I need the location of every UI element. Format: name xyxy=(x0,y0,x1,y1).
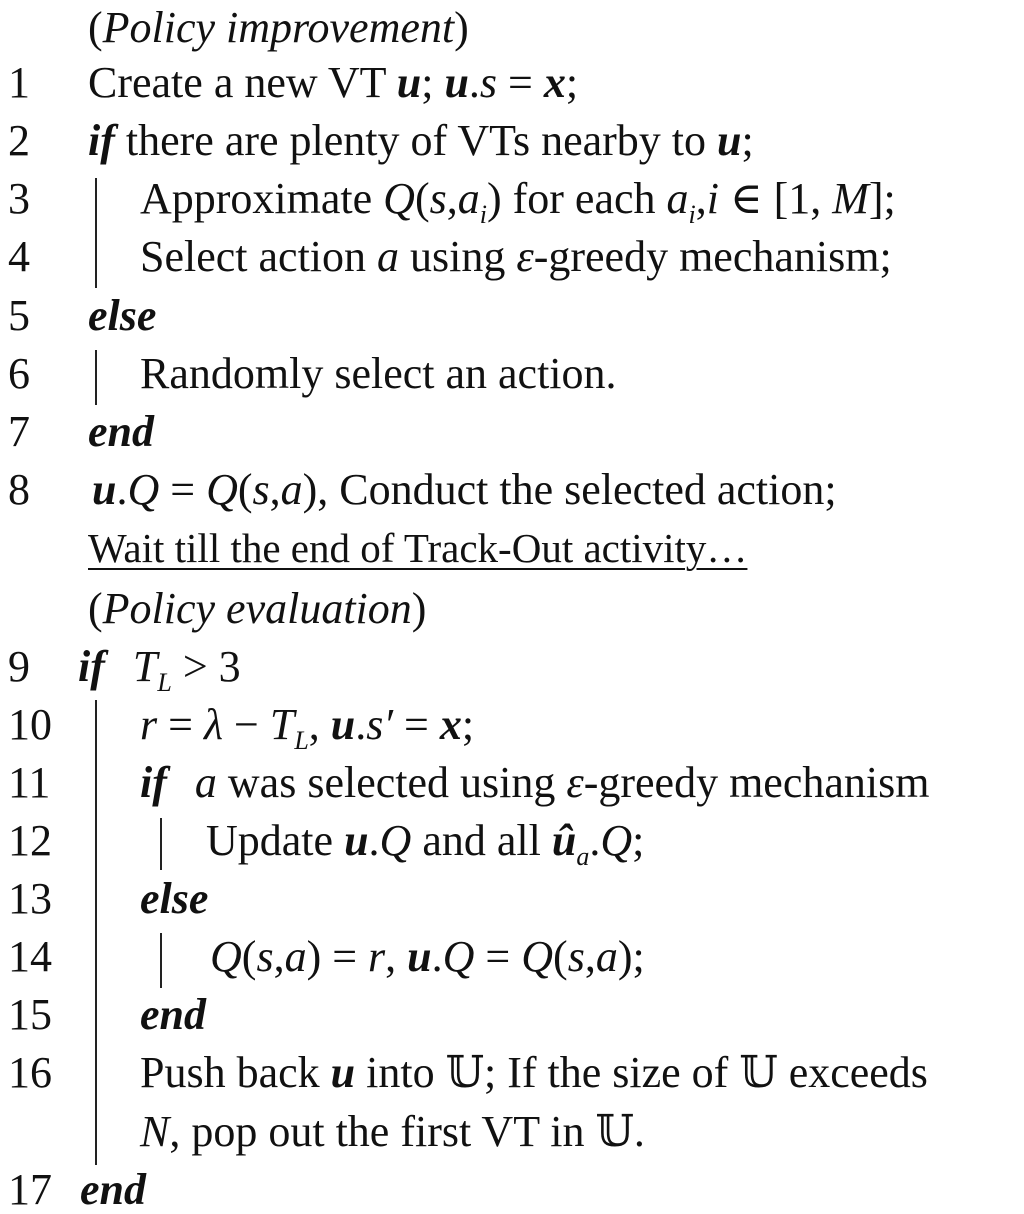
algorithm-line xyxy=(80,1165,146,1214)
var: u xyxy=(330,700,356,749)
var: u xyxy=(396,58,422,107)
var: s xyxy=(567,932,585,981)
var: a xyxy=(666,174,689,223)
line-number: 4 xyxy=(8,232,30,281)
var: a xyxy=(377,232,400,281)
line-number: 10 xyxy=(8,700,52,749)
text: Approximate xyxy=(140,174,384,223)
text: ), Conduct the selected action; xyxy=(302,465,837,514)
paren: ( xyxy=(88,3,103,52)
text: ( xyxy=(414,174,430,223)
line-number: 15 xyxy=(8,990,52,1039)
var: s xyxy=(252,465,270,514)
var: T xyxy=(132,642,158,691)
keyword-end: end xyxy=(140,990,206,1039)
algorithm-line xyxy=(88,58,579,107)
text: , xyxy=(269,465,281,514)
text: using xyxy=(399,232,517,281)
algorithm-line xyxy=(140,174,896,229)
var: x xyxy=(543,58,566,107)
text: Update xyxy=(206,816,345,865)
line-number: 13 xyxy=(8,874,52,923)
line-number: 2 xyxy=(8,116,30,165)
text: . xyxy=(116,465,128,514)
line-number: 14 xyxy=(8,932,52,981)
var: Q xyxy=(206,465,238,514)
algorithm-line-continuation xyxy=(140,1107,645,1156)
keyword-else: else xyxy=(140,874,209,923)
text: . xyxy=(368,816,380,865)
text: ) = xyxy=(306,932,369,981)
text: , pop out the first VT in xyxy=(169,1107,596,1156)
keyword-end: end xyxy=(88,407,154,456)
var: T xyxy=(269,700,295,749)
text: Select action xyxy=(140,232,378,281)
paren: ) xyxy=(454,3,469,52)
line-number: 5 xyxy=(8,291,30,340)
algorithm-line xyxy=(140,990,206,1039)
line-number: 11 xyxy=(8,758,51,807)
text: ); xyxy=(617,932,645,981)
subscript: L xyxy=(157,668,172,697)
line-number: 1 xyxy=(8,58,30,107)
var: x xyxy=(439,700,462,749)
text: and all xyxy=(411,816,552,865)
text: > 3 xyxy=(171,642,241,691)
algorithm-line xyxy=(140,1048,928,1097)
text: ; xyxy=(461,700,475,749)
text: , xyxy=(446,174,458,223)
text: ]; xyxy=(868,174,896,223)
keyword-else: else xyxy=(88,291,157,340)
line-number: 6 xyxy=(8,349,30,398)
var: Q xyxy=(521,932,554,981)
block-bar xyxy=(95,350,97,405)
algorithm-line xyxy=(88,116,754,165)
heading-text: Policy evaluation xyxy=(102,584,412,633)
paren: ( xyxy=(88,584,103,633)
line-number: 17 xyxy=(8,1165,52,1214)
algorithm-line xyxy=(88,407,154,456)
text: ; xyxy=(565,58,579,107)
text: -greedy mechanism; xyxy=(533,232,892,281)
var: λ xyxy=(203,700,224,749)
text: ; xyxy=(632,816,645,865)
algorithm-line xyxy=(140,758,930,807)
var: ε xyxy=(516,232,534,281)
set-symbol: 𝕌 xyxy=(595,1107,634,1156)
text: there are plenty of VTs nearby to xyxy=(114,116,718,165)
policy-improvement-heading xyxy=(88,3,469,52)
var: Q xyxy=(127,465,160,514)
line-number: 3 xyxy=(8,174,30,223)
var: Q xyxy=(600,816,633,865)
line-number: 7 xyxy=(8,407,30,456)
text: = xyxy=(497,58,544,107)
keyword-end: end xyxy=(80,1165,146,1214)
var: s′ xyxy=(366,700,394,749)
text: = xyxy=(159,465,207,514)
var: Q xyxy=(383,174,415,223)
set-symbol: 𝕌 xyxy=(739,1048,778,1097)
subscript: L xyxy=(294,726,309,755)
text: ( xyxy=(237,465,253,514)
text: = xyxy=(157,700,204,749)
text: Push back xyxy=(140,1048,331,1097)
var: u xyxy=(330,1048,356,1097)
var: Q xyxy=(210,932,242,981)
line-number: 8 xyxy=(8,465,30,514)
text: . xyxy=(468,58,480,107)
var: a xyxy=(284,932,307,981)
subscript: i xyxy=(688,200,696,229)
var: r xyxy=(140,700,158,749)
var: a xyxy=(595,932,618,981)
heading-text: Policy improvement xyxy=(102,3,455,52)
var: u xyxy=(344,816,369,865)
text: . xyxy=(431,932,443,981)
var: Q xyxy=(442,932,475,981)
text: was selected using xyxy=(216,758,567,807)
text: = xyxy=(393,700,440,749)
text: , xyxy=(695,174,707,223)
text: exceeds xyxy=(777,1048,928,1097)
var: u xyxy=(407,932,432,981)
line-number: 16 xyxy=(8,1048,52,1097)
var: a xyxy=(194,758,217,807)
text: Create a new VT xyxy=(88,58,397,107)
var: N xyxy=(140,1107,170,1156)
block-bar xyxy=(160,818,162,870)
keyword-if: if xyxy=(140,758,167,807)
text: . xyxy=(589,816,601,865)
var: û xyxy=(551,816,577,865)
text: ( xyxy=(241,932,257,981)
text: ( xyxy=(553,932,568,981)
text: . xyxy=(355,700,367,749)
text: , xyxy=(385,932,408,981)
text: , xyxy=(273,932,285,981)
text: , xyxy=(308,700,331,749)
text: ; xyxy=(741,116,754,165)
text: ) xyxy=(486,174,502,223)
subscript: i xyxy=(479,200,487,229)
text: into xyxy=(355,1048,446,1097)
keyword-if: if xyxy=(78,642,105,691)
text: − xyxy=(223,700,270,749)
var: Q xyxy=(379,816,412,865)
line-number: 12 xyxy=(8,816,52,865)
algorithm-line xyxy=(140,874,209,923)
var: r xyxy=(368,932,386,981)
block-bar xyxy=(95,178,97,288)
line-number: 9 xyxy=(8,642,30,691)
text: , xyxy=(584,932,596,981)
var: s xyxy=(429,174,447,223)
var: u xyxy=(92,465,117,514)
text: = xyxy=(474,932,522,981)
block-bar xyxy=(95,700,97,1165)
algorithm-line xyxy=(140,232,892,281)
var: M xyxy=(832,174,869,223)
algorithm-line xyxy=(92,465,837,514)
var: i xyxy=(706,174,719,223)
algorithm-line xyxy=(210,932,645,981)
keyword-if: if xyxy=(88,116,115,165)
paren: ) xyxy=(411,584,427,633)
var: u xyxy=(717,116,742,165)
text: for each xyxy=(501,174,667,223)
var: s xyxy=(256,932,274,981)
var: a xyxy=(280,465,303,514)
set-symbol: 𝕌 xyxy=(445,1048,484,1097)
text: ; If the size of xyxy=(483,1048,740,1097)
text: . xyxy=(633,1107,645,1156)
text: ; xyxy=(421,58,445,107)
block-bar xyxy=(160,933,162,988)
algorithm-line xyxy=(88,291,157,340)
algorithm-line xyxy=(140,700,475,755)
var: ε xyxy=(566,758,584,807)
subscript: a xyxy=(576,842,590,871)
algorithm-line xyxy=(140,349,617,398)
algorithm-line xyxy=(206,816,645,871)
algorithm-line xyxy=(78,642,241,697)
text: ∈ [1, xyxy=(719,174,833,223)
text: Randomly select an action. xyxy=(140,349,617,398)
var: u xyxy=(444,58,469,107)
var: a xyxy=(457,174,480,223)
policy-evaluation-heading xyxy=(88,584,427,633)
wait-note: Wait till the end of Track-Out activity… xyxy=(88,525,748,571)
text: -greedy mechanism xyxy=(583,758,930,807)
var: s xyxy=(479,58,498,107)
